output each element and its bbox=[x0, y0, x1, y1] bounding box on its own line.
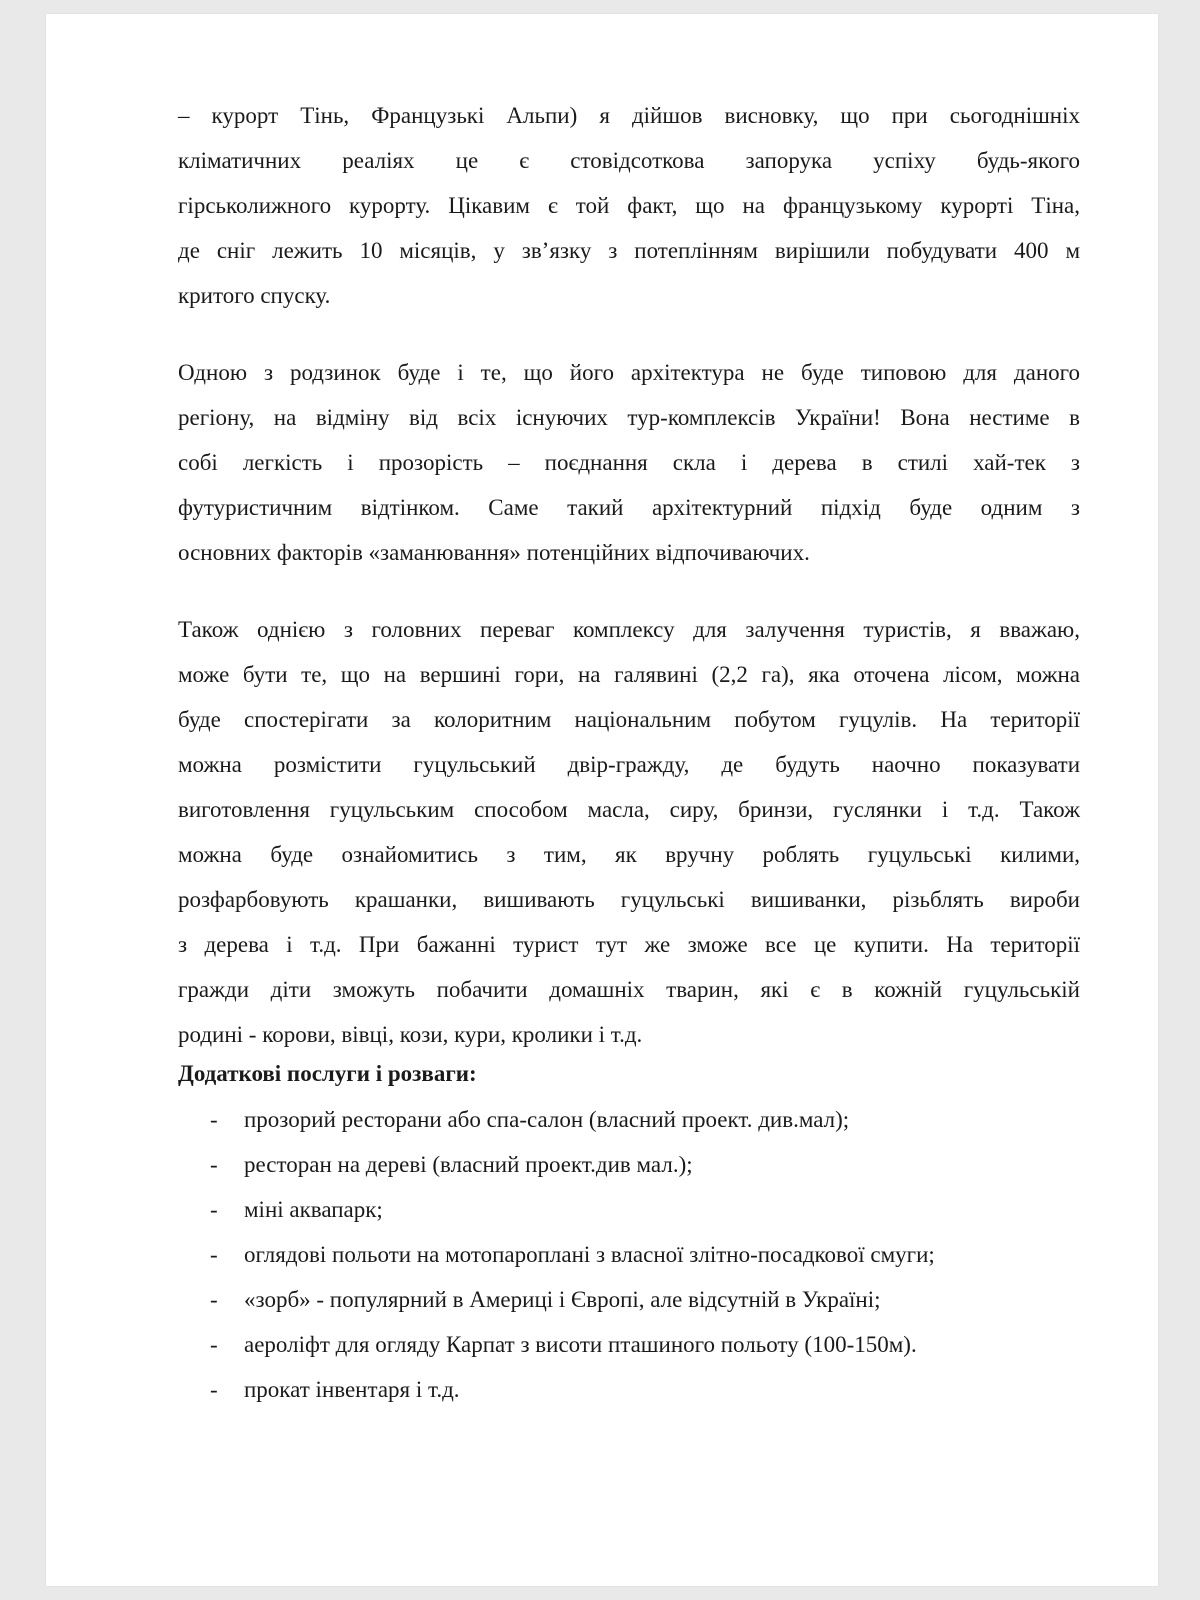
bullet-dash: - bbox=[210, 1242, 218, 1267]
list-item-text: аероліфт для огляду Карпат з висоти пташиного польоту (100-150м). bbox=[244, 1332, 917, 1357]
document-body bbox=[178, 93, 1080, 1412]
text-line: Також однією з головних переваг комплексу для залучення туристів, я вважаю, bbox=[178, 617, 1080, 642]
text-line: собі легкість і прозорість – поєднання скла і дерева в стилі хай-тек з bbox=[178, 450, 1080, 475]
bullet-dash: - bbox=[210, 1287, 218, 1312]
text-line: футуристичним відтінком. Саме такий архітектурний підхід буде одним з bbox=[178, 495, 1080, 520]
text-line: можна буде ознайомитись з тим, як вручну роблять гуцульські килими, bbox=[178, 842, 1080, 867]
text-line: з дерева і т.д. При бажанні турист тут же зможе все це купити. На території bbox=[178, 932, 1080, 957]
text-line: може бути те, що на вершині гори, на галявині (2,2 га), яка оточена лісом, можна bbox=[178, 662, 1080, 687]
text-line: виготовлення гуцульським способом масла, сиру, бринзи, гуслянки і т.д. Також bbox=[178, 797, 1080, 822]
list-item bbox=[178, 1232, 1080, 1277]
text-line: критого спуску. bbox=[178, 283, 331, 308]
text-line: можна розмістити гуцульський двір-гражду, де будуть наочно показувати bbox=[178, 752, 1080, 777]
bullet-dash: - bbox=[210, 1107, 218, 1132]
text-line: де сніг лежить 10 місяців, у зв’язку з потеплінням вирішили побудувати 400 м bbox=[178, 238, 1080, 263]
bullet-dash: - bbox=[210, 1197, 218, 1222]
services-list bbox=[178, 1097, 1080, 1412]
text-line: гражди діти зможуть побачити домашніх тварин, які є в кожній гуцульській bbox=[178, 977, 1080, 1002]
list-item bbox=[178, 1187, 1080, 1232]
text-line: родині - корови, вівці, кози, кури, кролики і т.д. bbox=[178, 1022, 643, 1047]
text-line: розфарбовують крашанки, вишивають гуцульські вишиванки, різьблять вироби bbox=[178, 887, 1080, 912]
list-item bbox=[178, 1097, 1080, 1142]
paragraph-ski-resort bbox=[178, 93, 1080, 318]
text-line: гірськолижного курорту. Цікавим є той факт, що на французькому курорті Тіна, bbox=[178, 193, 1080, 218]
paragraph-hutsul-culture bbox=[178, 607, 1080, 1057]
list-item-text: прозорий ресторани або спа-салон (власний проект. див.мал); bbox=[244, 1107, 850, 1132]
list-item-text: міні аквапарк; bbox=[244, 1197, 383, 1222]
bullet-dash: - bbox=[210, 1152, 218, 1177]
bullet-dash: - bbox=[210, 1332, 218, 1357]
list-item-text: оглядові польоти на мотопароплані з власної злітно-посадкової смуги; bbox=[244, 1242, 935, 1267]
text-line: Одною з родзинок буде і те, що його архітектура не буде типовою для даного bbox=[178, 360, 1080, 385]
list-item-text: ресторан на дереві (власний проект.див мал.); bbox=[244, 1152, 693, 1177]
text-line: – курорт Тінь, Французькі Альпи) я дійшов висновку, що при сьогоднішніх bbox=[178, 103, 1080, 128]
list-item bbox=[178, 1367, 1080, 1412]
list-item bbox=[178, 1142, 1080, 1187]
document-page bbox=[46, 14, 1158, 1586]
text-line: регіону, на відміну від всіх існуючих тур-комплексів України! Вона нестиме в bbox=[178, 405, 1080, 430]
text-line: основних факторів «заманювання» потенційних відпочиваючих. bbox=[178, 540, 810, 565]
paragraph-architecture bbox=[178, 350, 1080, 575]
services-heading: Додаткові послуги і розваги: bbox=[178, 1061, 477, 1086]
text-line: буде спостерігати за колоритним національним побутом гуцулів. На території bbox=[178, 707, 1080, 732]
bullet-dash: - bbox=[210, 1377, 218, 1402]
list-item bbox=[178, 1322, 1080, 1367]
list-item-text: прокат інвентаря і т.д. bbox=[244, 1377, 460, 1402]
list-item-text: «зорб» - популярний в Америці і Європі, але відсутній в Україні; bbox=[244, 1287, 881, 1312]
list-item bbox=[178, 1277, 1080, 1322]
text-line: кліматичних реаліях це є стовідсоткова запорука успіху будь-якого bbox=[178, 148, 1080, 173]
